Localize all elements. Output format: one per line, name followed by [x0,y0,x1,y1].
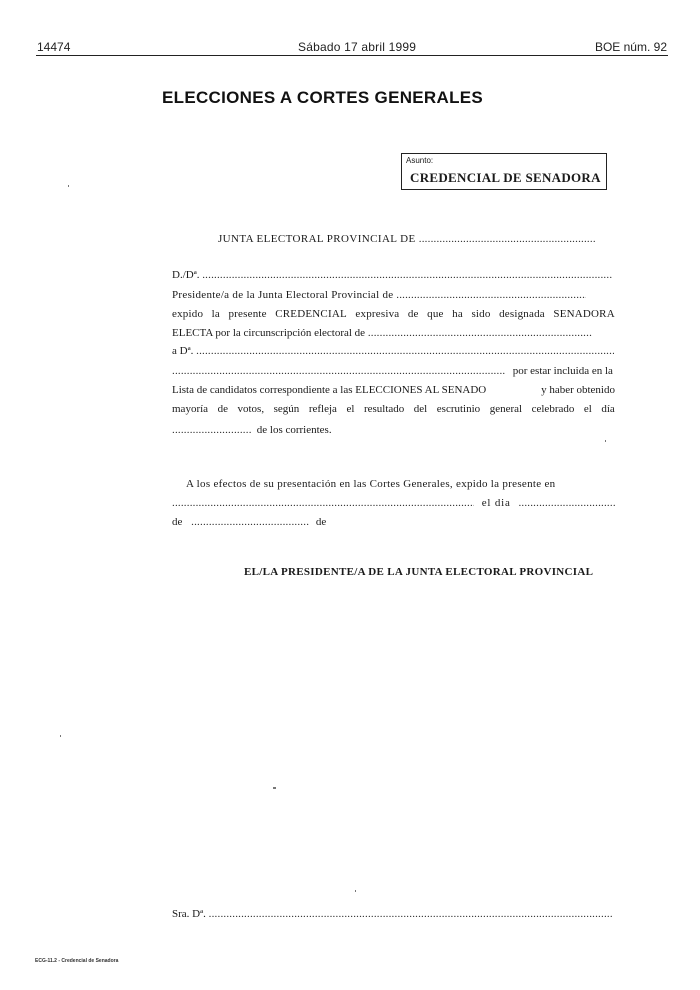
incluida-label: por estar incluida en la [512,365,613,377]
word: designada [499,308,545,320]
fill-dots [172,424,251,436]
word: refleja [308,403,337,415]
scan-speck [68,185,69,187]
sra-label: Sra. Dª. [172,908,206,920]
scan-speck [273,787,276,789]
word: sido [471,308,491,320]
scan-speck [355,890,356,892]
word: de [407,308,419,320]
fill-dots [196,345,614,357]
fill-dots [518,497,615,509]
presidente-line [172,289,615,301]
word: el [583,403,592,415]
word: el [346,403,355,415]
page-number: 14474 [37,40,71,54]
word: según [273,403,300,415]
efectos-line [186,478,616,490]
de-label-1: de [172,516,183,528]
junta-label: JUNTA ELECTORAL PROVINCIAL DE [218,233,416,245]
word: SENADORA [553,308,615,320]
word: de [217,403,228,415]
dd-label: D./Dª. [172,269,200,281]
el-dia-label: el dia [481,497,511,509]
lista-tail: y haber obtenido [541,384,615,396]
de-de-line [172,516,615,528]
corrientes-line [172,424,615,436]
ad-line [172,345,615,357]
mayoria-line [172,403,615,415]
subject-label: Asunto: [406,156,434,165]
fill-dots [191,516,309,528]
fill-dots [172,365,506,377]
word: resultado [363,403,405,415]
word: día [601,403,615,415]
header-rule [36,55,668,56]
word: escrutinio [436,403,481,415]
word: votos, [237,403,265,415]
word: celebrado [531,403,575,415]
word: general [489,403,523,415]
boe-issue: BOE núm. 92 [594,40,667,54]
signature-title: EL/LA PRESIDENTE/A DE LA JUNTA ELECTORAL PROVINCIAL [244,566,594,578]
incluida-line [172,365,615,377]
fill-dots [419,233,595,245]
subject-box [401,153,607,190]
fill-dots [209,908,613,920]
ad-label: a Dª. [172,345,194,357]
word: ha [452,308,463,320]
publication-date: Sábado 17 abril 1999 [298,40,417,54]
electa-label: ELECTA por la circunscripción electoral de [172,327,366,339]
el-dia-line [172,497,615,509]
word: del [413,403,428,415]
fill-dots [368,327,592,339]
fill-dots [396,289,586,301]
efectos-label: A los efectos de su presentación en las Cortes Generales, expido la presente en [186,478,556,490]
word: expido [172,308,204,320]
de-label-2: de [315,516,327,528]
word: expresiva [355,308,400,320]
word: CREDENCIAL [275,308,347,320]
presidente-label: Presidente/a de la Junta Electoral Provincial de [172,289,394,301]
expido-line [172,308,615,320]
dd-line [172,269,615,281]
fill-dots [202,269,612,281]
word: presente [228,308,267,320]
word: mayoría [172,403,209,415]
word: la [211,308,220,320]
lista-label: Lista de candidatos correspondiente a las ELECCIONES AL SENADO [172,384,487,396]
scan-speck [60,735,61,737]
fill-dots [172,497,474,509]
document-title: ELECCIONES A CORTES GENERALES [162,88,484,107]
corrientes-label: de los corrientes. [256,424,332,436]
subject-value: CREDENCIAL DE SENADORA [410,170,601,185]
form-code: ECG-11.2 - Credencial de Senadora [35,958,119,964]
scan-speck [605,440,606,442]
sra-line [172,908,615,920]
word: que [427,308,444,320]
electa-line [172,327,615,339]
junta-line [218,233,595,245]
lista-line [172,384,615,396]
